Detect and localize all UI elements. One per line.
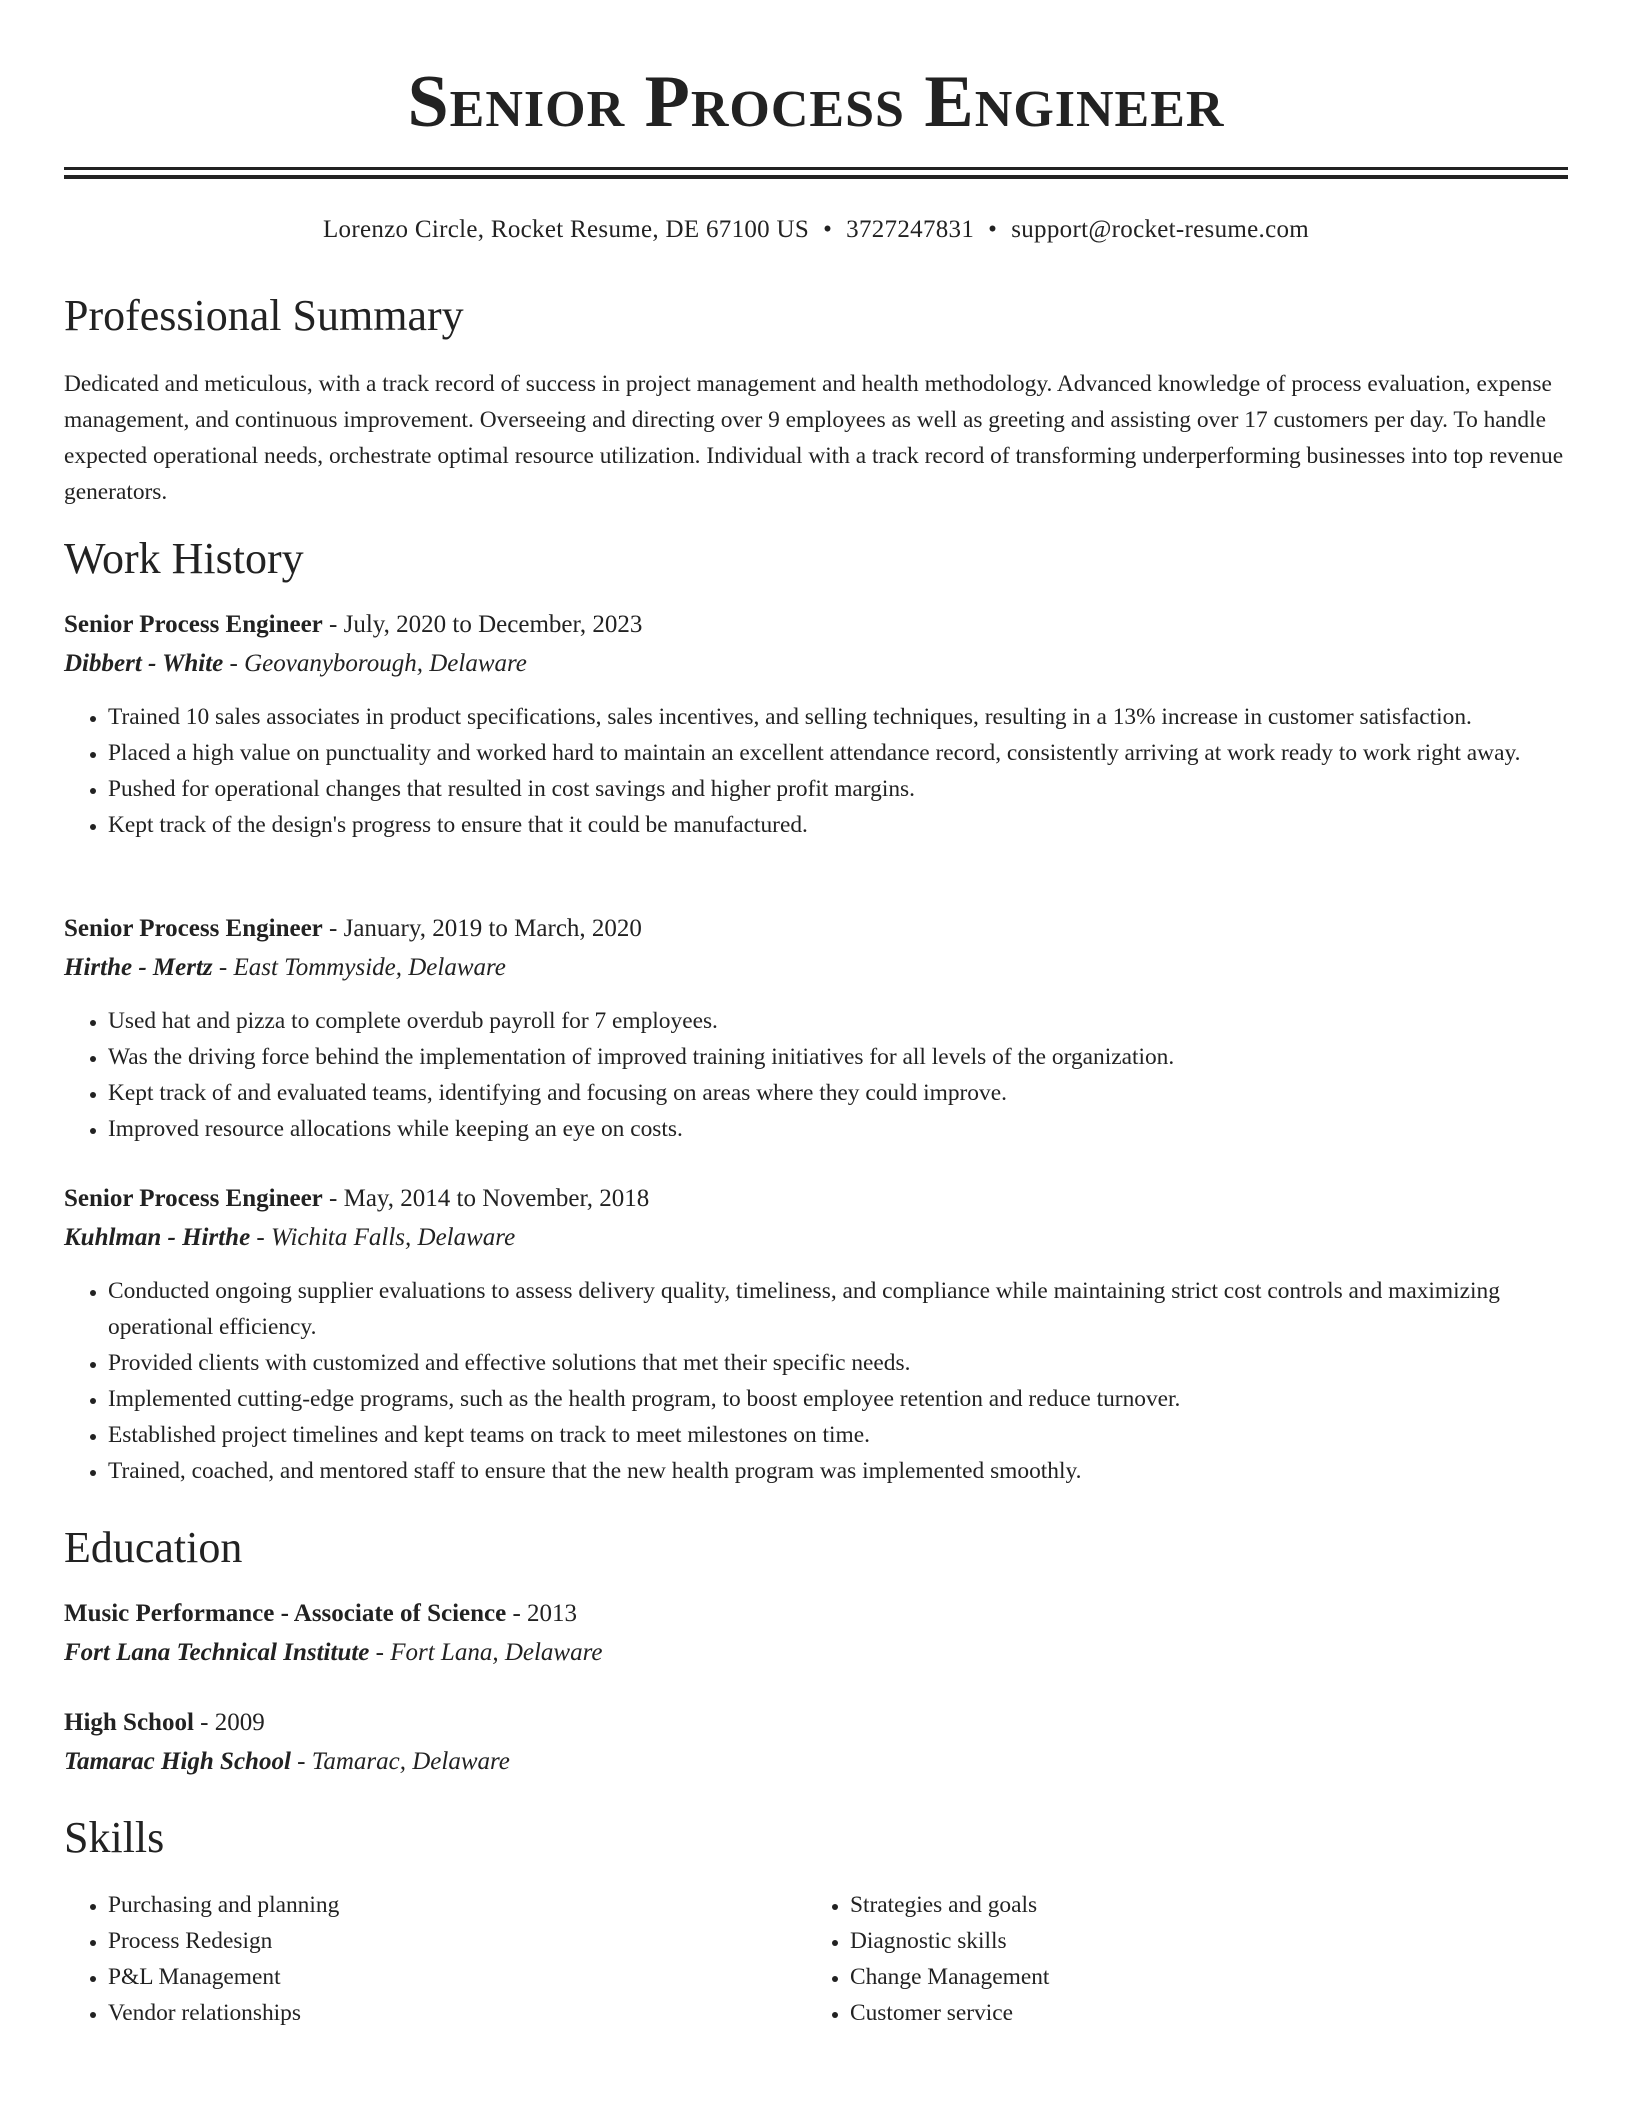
job-company-line bbox=[64, 1221, 515, 1255]
skills-list-right bbox=[806, 1887, 1550, 2031]
contact-line bbox=[64, 213, 1568, 247]
education-degree: Music Performance - Associate of Science bbox=[64, 1600, 507, 1627]
skill-item: • Customer service bbox=[850, 1995, 1550, 2031]
education-location: - Fort Lana, Delaware bbox=[369, 1639, 603, 1666]
job-bullets bbox=[64, 1273, 1568, 1489]
job-title-line bbox=[64, 912, 642, 946]
list-item: • Improved resource allocations while keeping an eye on costs. bbox=[108, 1111, 1568, 1147]
education-heading: Education bbox=[64, 1523, 243, 1572]
education-degree: High School bbox=[64, 1709, 194, 1736]
job-title: Senior Process Engineer bbox=[64, 915, 323, 942]
education-school-line bbox=[64, 1636, 602, 1670]
education-school: Tamarac High School bbox=[64, 1748, 291, 1775]
list-item: • Pushed for operational changes that resulted in cost savings and higher profit margins. bbox=[108, 771, 1568, 807]
summary-text: Dedicated and meticulous, with a track record of success in project management and health methodology. Advanced knowledge of process evaluation, expense management, and continuous improvement. Overseeing and directing over 9 employees as well as greeting and assisting over 17 customers per day. To handle expected operational needs, orchestrate optimal resource utilization. Individual with a track record of transforming underperforming businesses into top revenue generators. bbox=[64, 371, 1564, 505]
job-title-line bbox=[64, 608, 642, 642]
contact-separator: • bbox=[823, 216, 833, 243]
summary-heading: Professional Summary bbox=[64, 291, 464, 340]
job-title: Senior Process Engineer bbox=[64, 1185, 323, 1212]
education-location: - Tamarac, Delaware bbox=[290, 1748, 510, 1775]
list-item: • Trained 10 sales associates in product specifications, sales incentives, and selling techniques, resulting in a 13% increase in customer satisfaction. bbox=[108, 699, 1568, 735]
job-title-line bbox=[64, 1182, 649, 1216]
list-item: • Used hat and pizza to complete overdub payroll for 7 employees. bbox=[108, 1003, 1568, 1039]
contact-address: Lorenzo Circle, Rocket Resume, DE 67100 US bbox=[322, 216, 810, 243]
job-location: - East Tommyside, Delaware bbox=[212, 954, 506, 981]
skills-list-left bbox=[64, 1887, 808, 2031]
skill-item: • Strategies and goals bbox=[850, 1887, 1550, 1923]
education-year: - 2009 bbox=[193, 1709, 265, 1736]
job-bullets bbox=[64, 1003, 1568, 1147]
job-title: Senior Process Engineer bbox=[64, 611, 323, 638]
page-title: Senior Process Engineer bbox=[407, 61, 1225, 143]
education-school: Fort Lana Technical Institute bbox=[64, 1639, 370, 1666]
skill-item: • Vendor relationships bbox=[108, 1995, 808, 2031]
job-company: Kuhlman - Hirthe bbox=[64, 1224, 251, 1251]
skill-item: • Diagnostic skills bbox=[850, 1923, 1550, 1959]
list-item: • Was the driving force behind the implementation of improved training initiatives for all levels of the organization. bbox=[108, 1039, 1568, 1075]
job-company-line bbox=[64, 647, 527, 681]
contact-phone: 3727247831 bbox=[846, 216, 975, 243]
education-degree-line bbox=[64, 1597, 577, 1631]
list-item: • Kept track of and evaluated teams, identifying and focusing on areas where they could improve. bbox=[108, 1075, 1568, 1111]
work-history-heading: Work History bbox=[64, 534, 304, 583]
education-school-line bbox=[64, 1745, 510, 1779]
education-degree-line bbox=[64, 1706, 265, 1740]
job-dates: - May, 2014 to November, 2018 bbox=[322, 1185, 650, 1212]
education-year: - 2013 bbox=[506, 1600, 578, 1627]
job-company-line bbox=[64, 951, 506, 985]
job-bullets bbox=[64, 699, 1568, 843]
job-company: Hirthe - Mertz bbox=[64, 954, 213, 981]
job-dates: - July, 2020 to December, 2023 bbox=[322, 611, 643, 638]
skill-item: • Process Redesign bbox=[108, 1923, 808, 1959]
list-item: • Placed a high value on punctuality and worked hard to maintain an excellent attendance record, consistently arriving at work ready to work right away. bbox=[108, 735, 1568, 771]
list-item: • Conducted ongoing supplier evaluations to assess delivery quality, timeliness, and compliance while maintaining strict cost controls and maximizing operational efficiency. bbox=[108, 1273, 1568, 1345]
contact-email: support@rocket-resume.com bbox=[1011, 216, 1310, 243]
skill-item: • P&L Management bbox=[108, 1959, 808, 1995]
list-item: • Established project timelines and kept teams on track to meet milestones on time. bbox=[108, 1417, 1568, 1453]
job-dates: - January, 2019 to March, 2020 bbox=[322, 915, 642, 942]
skill-item: • Change Management bbox=[850, 1959, 1550, 1995]
job-location: - Geovanyborough, Delaware bbox=[223, 650, 527, 677]
list-item: • Provided clients with customized and effective solutions that met their specific needs. bbox=[108, 1345, 1568, 1381]
list-item: • Trained, coached, and mentored staff to ensure that the new health program was implemented smoothly. bbox=[108, 1453, 1568, 1489]
title-divider-thick bbox=[64, 175, 1568, 179]
skill-item: • Purchasing and planning bbox=[108, 1887, 808, 1923]
job-location: - Wichita Falls, Delaware bbox=[250, 1224, 516, 1251]
list-item: • Kept track of the design's progress to ensure that it could be manufactured. bbox=[108, 807, 1568, 843]
title-divider-thin bbox=[64, 167, 1568, 170]
job-company: Dibbert - White bbox=[64, 650, 224, 677]
skills-heading: Skills bbox=[64, 1813, 165, 1862]
list-item: • Implemented cutting-edge programs, such as the health program, to boost employee retention and reduce turnover. bbox=[108, 1381, 1568, 1417]
contact-separator: • bbox=[988, 216, 998, 243]
